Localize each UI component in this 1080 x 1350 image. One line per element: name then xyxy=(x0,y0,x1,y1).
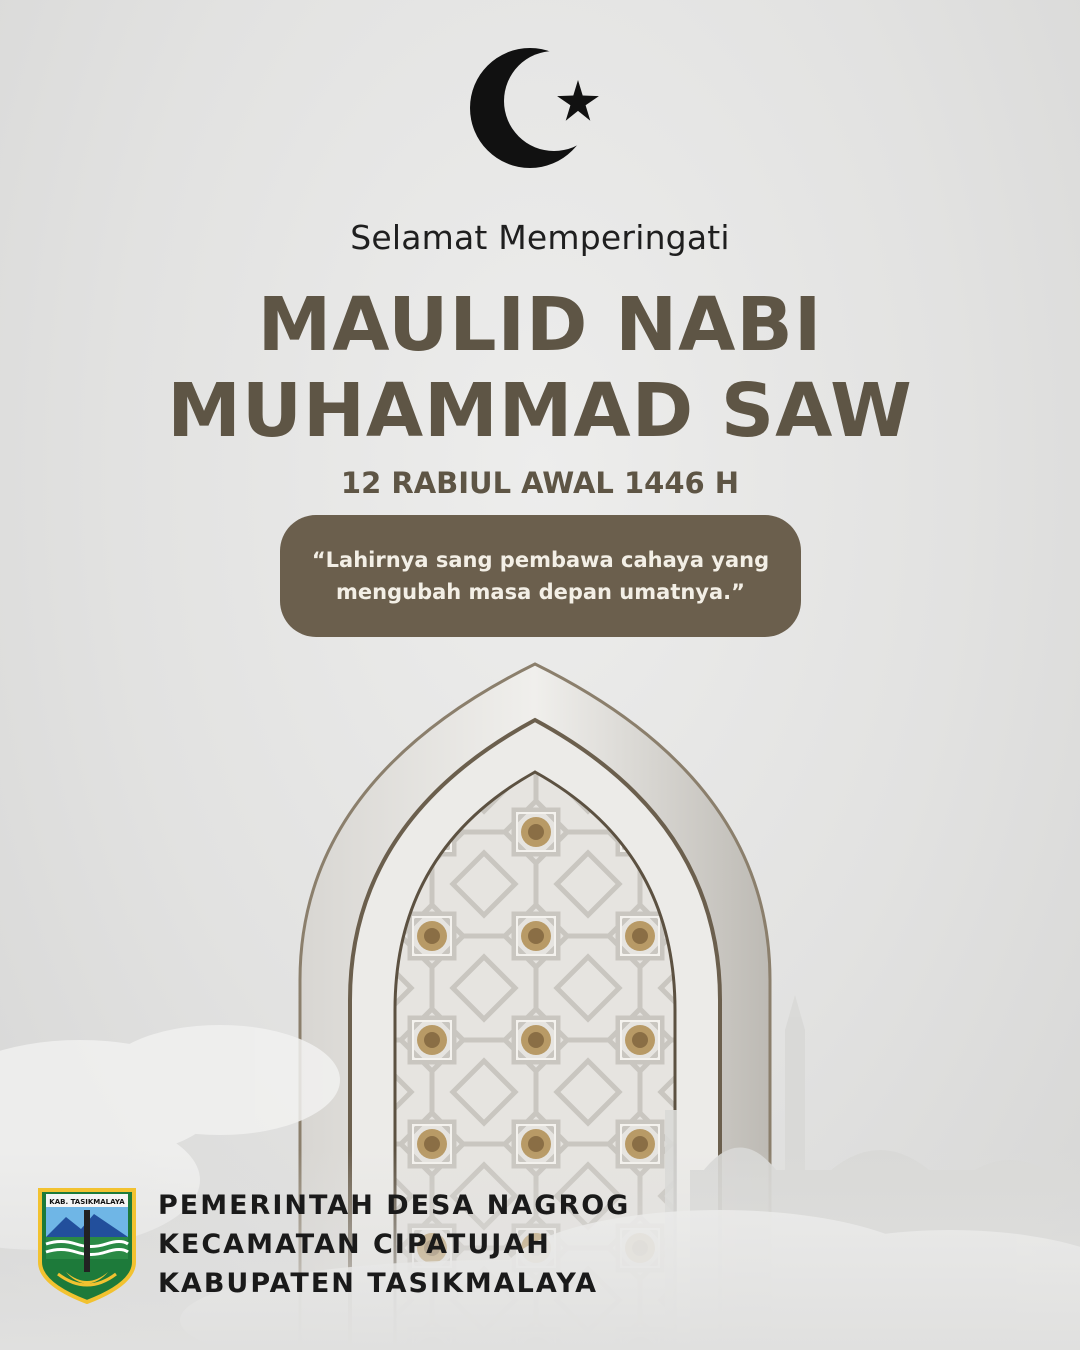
org-line-3: KABUPATEN TASIKMALAYA xyxy=(158,1268,599,1299)
tasikmalaya-emblem-icon xyxy=(36,1184,138,1304)
organization-name xyxy=(158,1186,630,1303)
quote-line-1: “Lahirnya sang pembawa cahaya yang xyxy=(311,548,770,572)
emblem-label: KAB. TASIKMALAYA xyxy=(49,1198,125,1206)
greeting-text: Selamat Memperingati xyxy=(350,218,730,257)
title-line-2: MUHAMMAD SAW xyxy=(167,368,913,454)
title-line-1: MAULID NABI xyxy=(257,282,823,368)
org-line-2: KECAMATAN CIPATUJAH xyxy=(158,1229,551,1260)
hijri-date: 12 RABIUL AWAL 1446 H xyxy=(340,466,740,500)
org-line-1: PEMERINTAH DESA NAGROG xyxy=(158,1190,631,1221)
footer xyxy=(36,1184,736,1304)
quote-line-2: mengubah masa depan umatnya.” xyxy=(336,580,745,604)
